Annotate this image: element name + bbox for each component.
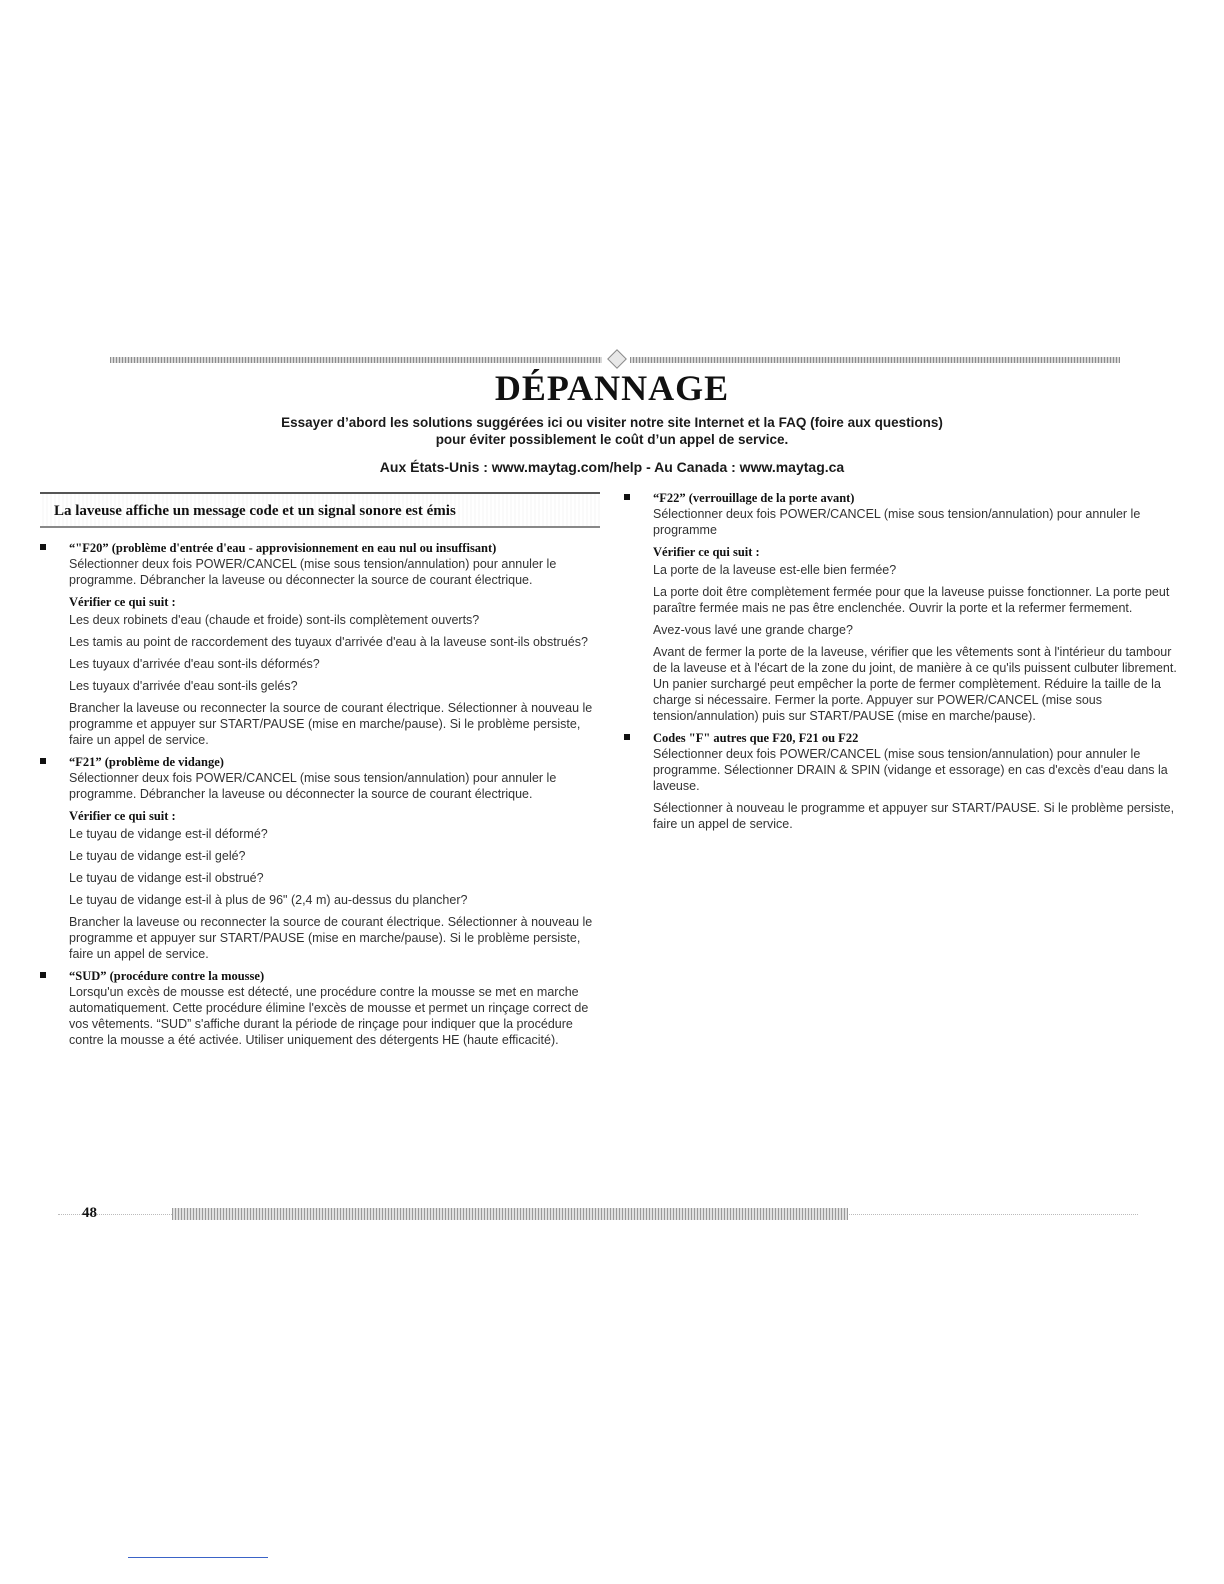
diamond-ornament-icon [607,349,627,369]
item-f20-desc: Sélectionner deux fois POWER/CANCEL (mise sous tension/annulation) pour annuler le programme. Débrancher la laveuse ou déconnecter la source de courant électrique. [69,557,557,587]
item-sud-title: “SUD” (procédure contre la mousse) [69,969,265,983]
footer-decorative-bar [172,1208,848,1220]
item-f20 [40,540,600,748]
right-column [624,490,1180,838]
item-f22-check: Vérifier ce qui suit : [653,545,760,559]
item-f22-title: “F22” (verrouillage de la porte avant) [653,491,855,505]
square-bullet-icon [624,734,630,740]
item-f20-p4: Les tuyaux d'arrivée d'eau sont-ils gelés? [69,679,298,693]
item-f21 [40,754,600,962]
item-f20-check: Vérifier ce qui suit : [69,595,176,609]
item-f21-p4: Le tuyau de vidange est-il à plus de 96" (2,4 m) au-dessus du plancher? [69,893,468,907]
item-f21-check: Vérifier ce qui suit : [69,809,176,823]
item-f20-p1: Les deux robinets d'eau (chaude et froide) sont-ils complètement ouverts? [69,613,480,627]
item-sud [40,968,600,1048]
item-fcodes-title: Codes "F" autres que F20, F21 ou F22 [653,731,859,745]
item-f21-desc: Sélectionner deux fois POWER/CANCEL (mise sous tension/annulation) pour annuler le programme. Débrancher la laveuse ou déconnecter la source de courant électrique. [69,771,557,801]
item-f22 [624,490,1180,724]
item-sud-desc: Lorsqu'un excès de mousse est détecté, une procédure contre la mousse se met en marche automatiquement. Cette procédure élimine l'excès de mousse et permet un rinçage correct de vos vêtements. “SUD” s'affiche durant la période de rinçage pour indiquer que la procédure contre la mousse a été activée. Utiliser uniquement des détergents HE (haute efficacité). [69,985,589,1047]
item-f21-title: “F21” (problème de vidange) [69,755,224,769]
item-f22-desc: Sélectionner deux fois POWER/CANCEL (mise sous tension/annulation) pour annuler le programme [653,507,1141,537]
square-bullet-icon [40,972,46,978]
item-f20-p2: Les tamis au point de raccordement des tuyaux d'arrivée d'eau à la laveuse sont-ils obstrués? [69,635,588,649]
item-f22-p2: La porte doit être complètement fermée pour que la laveuse puisse fonctionner. La porte peut paraître fermée mais ne pas être enclenchée. Ouvrir la porte et la refermer fermement. [653,585,1170,615]
intro-line-2: pour éviter possiblement le coût d’un appel de service. [435,432,789,447]
websites-line: Aux États-Unis : www.maytag.com/help - Au Canada : www.maytag.ca [379,459,845,475]
header-rule-right [630,357,1120,363]
square-bullet-icon [40,544,46,550]
item-f20-p5: Brancher la laveuse ou reconnecter la source de courant électrique. Sélectionner à nouveau le programme et appuyer sur START/PAUSE (mise en marche/pause). Si le problème persiste, faire un appel de service. [69,701,593,747]
item-f21-p2: Le tuyau de vidange est-il gelé? [69,849,246,863]
intro-line-1: Essayer d’abord les solutions suggérées ici ou visiter notre site Internet et la FAQ (foire aux questions) [281,415,943,430]
item-f21-p3: Le tuyau de vidange est-il obstrué? [69,871,264,885]
square-bullet-icon [624,494,630,500]
bottom-link-underline [128,1557,268,1558]
page-footer [58,1205,1138,1225]
item-f22-p4: Avant de fermer la porte de la laveuse, vérifier que les vêtements sont à l'intérieur du tambour de la laveuse et à l'écart de la zone du joint, de manière à ce qu'ils puissent culbuter librement. Un panier surchargé peut empêcher la porte de fermer complètement. Réduire la taille de la charge si nécessaire. Fermer la porte. Appuyer sur POWER/CANCEL (mise sous tension/annulation) puis sur START/PAUSE (mise en marche/pause). [653,645,1177,723]
item-f22-p3: Avez-vous lavé une grande charge? [653,623,853,637]
header-decorative-rule [110,355,1120,365]
page-number: 48 [82,1205,97,1221]
item-fcodes-desc: Sélectionner deux fois POWER/CANCEL (mise sous tension/annulation) pour annuler le programme. Sélectionner DRAIN & SPIN (vidange et essorage) en cas d'excès d'eau dans la laveuse. [653,747,1168,793]
item-fcodes-p1: Sélectionner à nouveau le programme et appuyer sur START/PAUSE. Si le problème persiste, faire un appel de service. [653,801,1175,831]
item-f21-p1: Le tuyau de vidange est-il déformé? [69,827,268,841]
item-f20-title: “"F20” (problème d'entrée d'eau - approvisionnement en eau nul ou insuffisant) [69,541,497,555]
item-f20-p3: Les tuyaux d'arrivée d'eau sont-ils déformés? [69,657,320,671]
square-bullet-icon [40,758,46,764]
page-title: DÉPANNAGE [494,368,730,408]
item-f21-p5: Brancher la laveuse ou reconnecter la source de courant électrique. Sélectionner à nouveau le programme et appuyer sur START/PAUSE (mise en marche/pause). Si le problème persiste, faire un appel de service. [69,915,593,961]
section-heading: La laveuse affiche un message code et un signal sonore est émis [40,492,600,528]
intro-text [0,414,1224,448]
header-rule-left [110,357,602,363]
left-column [40,492,600,1054]
item-f22-p1: La porte de la laveuse est-elle bien fermée? [653,563,897,577]
item-fcodes [624,730,1180,832]
